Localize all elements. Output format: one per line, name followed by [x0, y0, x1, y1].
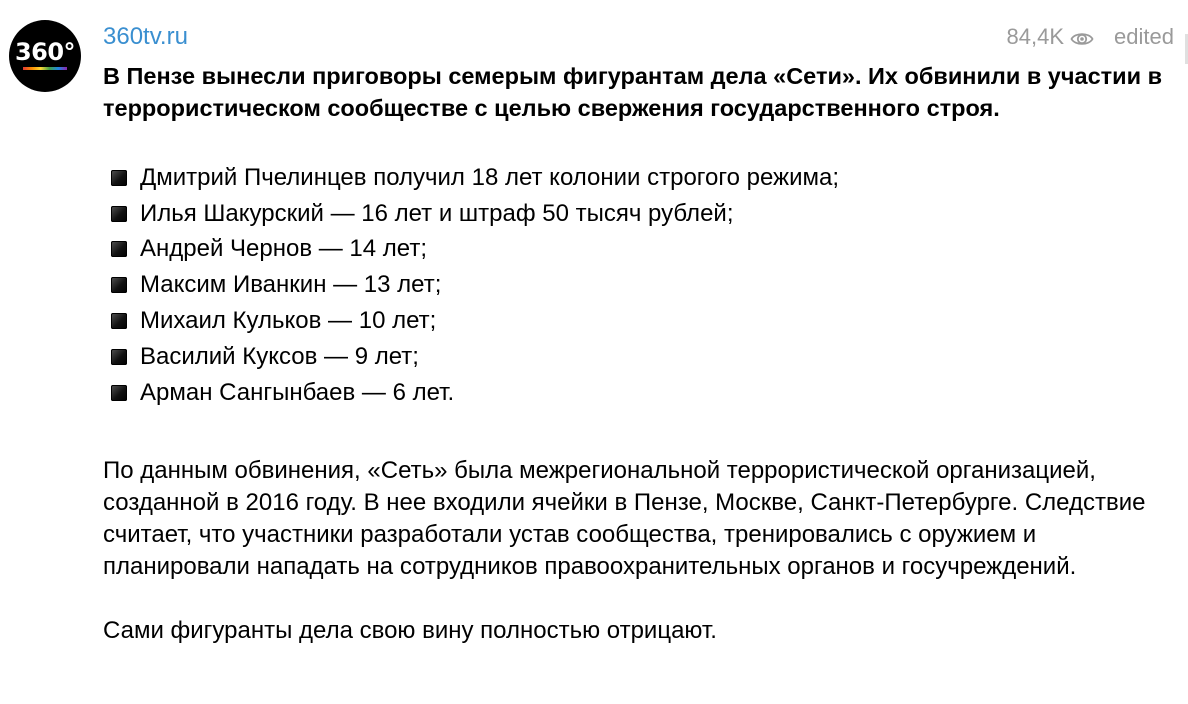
channel-name-link[interactable]: 360tv.ru — [103, 23, 188, 50]
list-item — [103, 303, 1163, 339]
post-headline: В Пензе вынесли приговоры семерым фигурантам дела «Сети». Их обвинили в участии в террористическом сообществе с целью свержения государственного строя. — [103, 63, 1163, 121]
verdict-text: Михаил Кульков — 10 лет; — [140, 307, 437, 335]
verdict-text: Максим Иванкин — 13 лет; — [140, 271, 442, 299]
post-meta — [1007, 22, 1174, 52]
list-item — [103, 339, 1163, 375]
avatar-rainbow-stripe — [23, 67, 67, 70]
list-item — [103, 196, 1163, 232]
post-closing-paragraph: Сами фигуранты дела свою вину полностью отрицают. — [103, 616, 717, 644]
black-square-icon — [111, 206, 127, 222]
black-square-icon — [111, 385, 127, 401]
view-count: 84,4K — [1006, 24, 1065, 49]
list-item — [103, 375, 1163, 411]
channel-avatar[interactable] — [9, 20, 81, 92]
verdict-text: Арман Сангынбаев — 6 лет. — [140, 378, 455, 406]
verdict-text: Андрей Чернов — 14 лет; — [140, 235, 427, 263]
verdict-text: Василий Куксов — 9 лет; — [140, 342, 419, 370]
list-item — [103, 267, 1163, 303]
black-square-icon — [111, 170, 127, 186]
black-square-icon — [111, 241, 127, 257]
verdict-text: Илья Шакурский — 16 лет и штраф 50 тысяч рублей; — [140, 199, 734, 227]
post-body-paragraph: По данным обвинения, «Сеть» была межрегиональной террористической организацией, созданной в 2016 году. В нее входили ячейки в Пензе, Москве, Санкт-Петербурге. Следствие считает, что участники разработали устав сообщества, тренировались с оружием и планировали нападать на сотрудников правоохранительных органов и госучреждений. — [103, 456, 1146, 580]
avatar-logo-text: 360° — [14, 38, 76, 66]
post-content — [103, 60, 1163, 647]
black-square-icon — [111, 277, 127, 293]
list-item — [103, 232, 1163, 268]
verdict-text: Дмитрий Пчелинцев получил 18 лет колонии строгого режима; — [140, 163, 840, 191]
verdict-list — [103, 160, 1163, 411]
black-square-icon — [111, 313, 127, 329]
edited-label: edited — [1114, 24, 1174, 49]
list-item — [103, 160, 1163, 196]
eye-icon — [1070, 28, 1094, 46]
black-square-icon — [111, 349, 127, 365]
